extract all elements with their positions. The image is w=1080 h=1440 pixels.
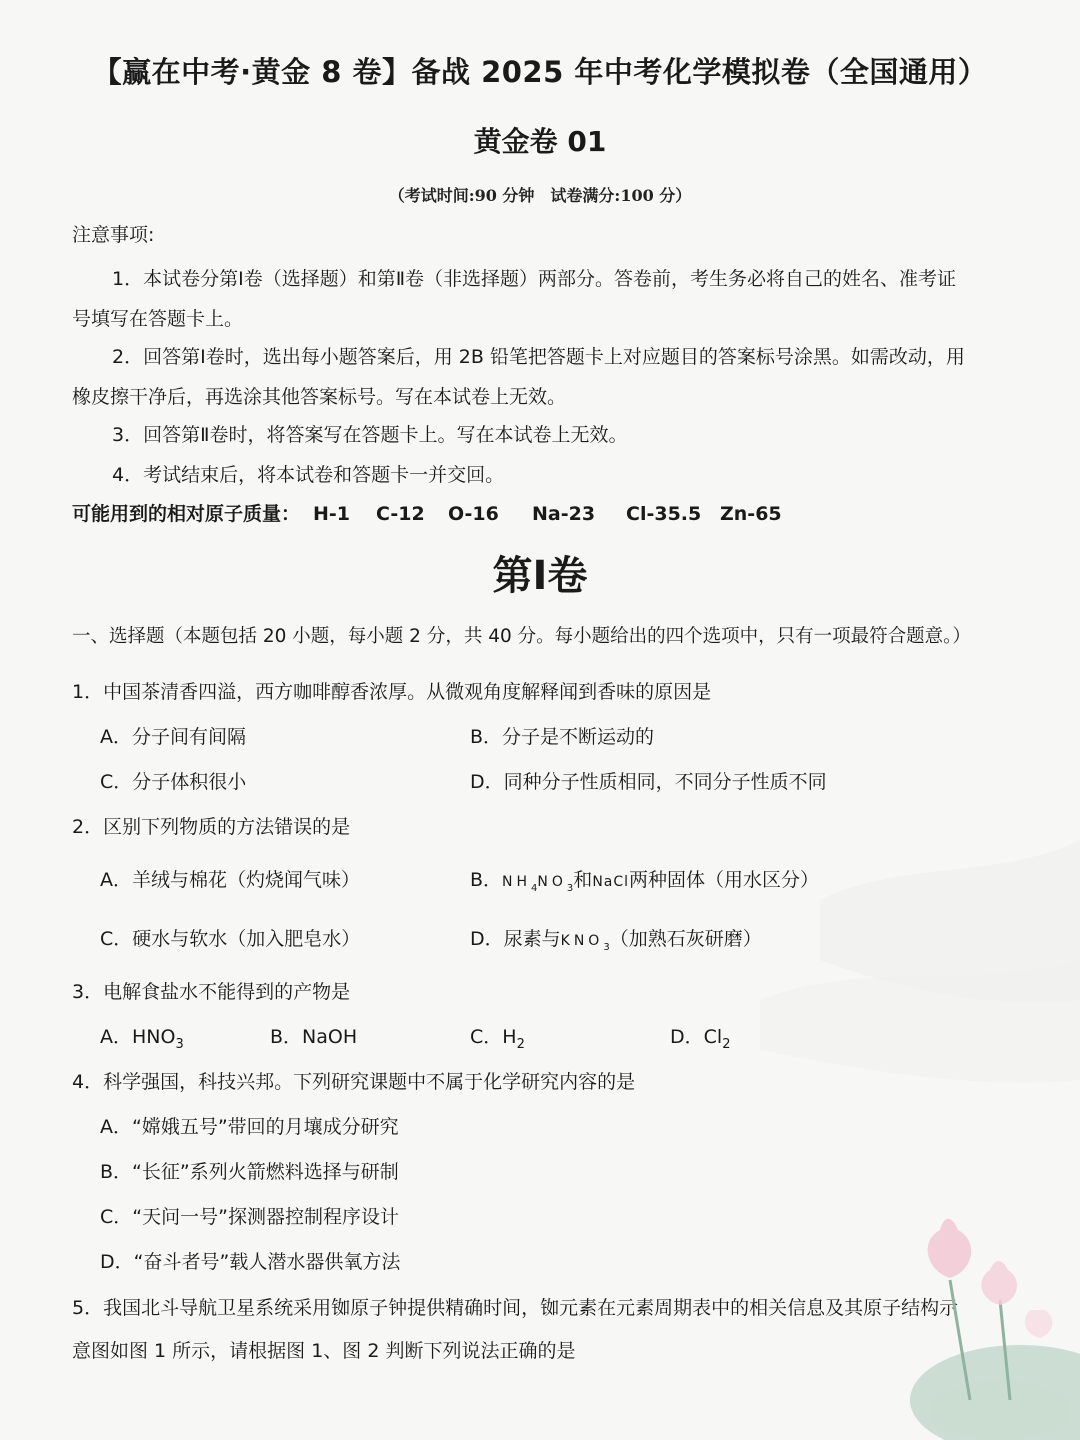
- q4-option-d: D．“奋斗者号”载人潜水器供氧方法: [100, 1251, 401, 1273]
- q2-option-a: A．羊绒与棉花（灼烧闻气味）: [100, 869, 360, 891]
- lotus-decoration-icon: [880, 1160, 1080, 1440]
- atomic-mass-o: O-16: [448, 503, 499, 525]
- q2-b-prefix: B．: [470, 869, 503, 891]
- q4-option-c: C．“天问一号”探测器控制程序设计: [100, 1206, 399, 1228]
- q4-option-b: B．“长征”系列火箭燃料选择与研制: [100, 1161, 399, 1183]
- q2-b-formula-3: NaCl: [592, 874, 630, 890]
- q3-c-text: C．H: [470, 1026, 517, 1048]
- q2-option-b: [470, 869, 820, 894]
- q3-option-a: [100, 1026, 184, 1052]
- q2-d-prefix: D．尿素与: [470, 928, 561, 950]
- notice-item-1: 1．本试卷分第Ⅰ卷（选择题）和第Ⅱ卷（非选择题）两部分。答卷前，考生务必将自己的姓名、准考证: [112, 268, 957, 290]
- notice-item-3: 3．回答第Ⅱ卷时，将答案写在答题卡上。写在本试卷上无效。: [112, 424, 628, 446]
- q2-b-mid: 和: [573, 869, 593, 891]
- exam-time-info: （考试时间:90 分钟 试卷满分:100 分）: [388, 186, 692, 205]
- q2-b-formula-1: NH: [502, 874, 532, 890]
- q3-c-sub: 2: [516, 1037, 525, 1052]
- q3-a-sub: 3: [175, 1037, 184, 1052]
- q3-option-b: B．NaOH: [270, 1026, 358, 1048]
- q3-option-c: [470, 1026, 525, 1052]
- q2-d-formula: KNO: [560, 933, 604, 949]
- atomic-mass-h: H-1: [313, 503, 351, 525]
- q2-stem: 2．区别下列物质的方法错误的是: [72, 816, 351, 838]
- q2-b-formula-2: NO: [537, 874, 567, 890]
- exam-subtitle: 黄金卷 01: [473, 125, 607, 158]
- section-heading: 一、选择题（本题包括 20 小题，每小题 2 分，共 40 分。每小题给出的四个选项中，只有一项最符合题意。）: [72, 626, 971, 647]
- part-title: 第Ⅰ卷: [492, 553, 588, 599]
- notice-heading: 注意事项:: [72, 224, 155, 246]
- q1-option-d: D．同种分子性质相同，不同分子性质不同: [470, 771, 827, 793]
- q1-stem: 1．中国茶清香四溢，西方咖啡醇香浓厚。从微观角度解释闻到香味的原因是: [72, 681, 712, 703]
- q4-option-a: A．“嫦娥五号”带回的月壤成分研究: [100, 1116, 399, 1138]
- atomic-mass-label: 可能用到的相对原子质量：: [72, 503, 301, 525]
- q2-b-sub-1: 4: [531, 883, 538, 894]
- notice-item-2: 2．回答第Ⅰ卷时，选出每小题答案后，用 2B 铅笔把答题卡上对应题目的答案标号涂黑。如需改动，用: [112, 346, 965, 368]
- q3-option-d: [670, 1026, 731, 1052]
- atomic-mass-c: C-12: [376, 503, 425, 525]
- atomic-mass-na: Na-23: [532, 503, 596, 525]
- q3-a-text: A．HNO: [100, 1026, 176, 1048]
- q2-option-d: [470, 928, 762, 953]
- q5-stem-line-1: 5．我国北斗导航卫星系统采用铷原子钟提供精确时间，铷元素在元素周期表中的相关信息及其原子结构示: [72, 1297, 959, 1319]
- exam-title: 【赢在中考·黄金 8 卷】备战 2025 年中考化学模拟卷（全国通用）: [92, 55, 988, 89]
- q3-d-sub: 2: [722, 1037, 731, 1052]
- q1-option-a: A．分子间有间隔: [100, 726, 246, 748]
- atomic-mass-cl: Cl-35.5: [626, 503, 702, 525]
- notice-item-1-cont: 号填写在答题卡上。: [72, 308, 244, 330]
- q2-option-c: C．硬水与软水（加入肥皂水）: [100, 928, 361, 950]
- q1-option-b: B．分子是不断运动的: [470, 726, 655, 748]
- notice-item-4: 4．考试结束后，将本试卷和答题卡一并交回。: [112, 464, 505, 486]
- q4-stem: 4．科学强国，科技兴邦。下列研究课题中不属于化学研究内容的是: [72, 1071, 636, 1093]
- q3-stem: 3．电解食盐水不能得到的产物是: [72, 981, 351, 1003]
- q2-b-sub-2: 3: [566, 883, 574, 894]
- atomic-mass-zn: Zn-65: [720, 503, 782, 525]
- q2-d-sub: 3: [603, 942, 610, 953]
- q3-d-text: D．Cl: [670, 1026, 723, 1048]
- q2-b-suffix: 两种固体（用水区分）: [629, 869, 820, 891]
- q1-option-c: C．分子体积很小: [100, 771, 247, 793]
- q5-stem-line-2: 意图如图 1 所示，请根据图 1、图 2 判断下列说法正确的是: [72, 1340, 576, 1362]
- notice-item-2-cont: 橡皮擦干净后，再选涂其他答案标号。写在本试卷上无效。: [72, 386, 567, 408]
- q2-d-suffix: （加熟石灰研磨）: [609, 928, 762, 950]
